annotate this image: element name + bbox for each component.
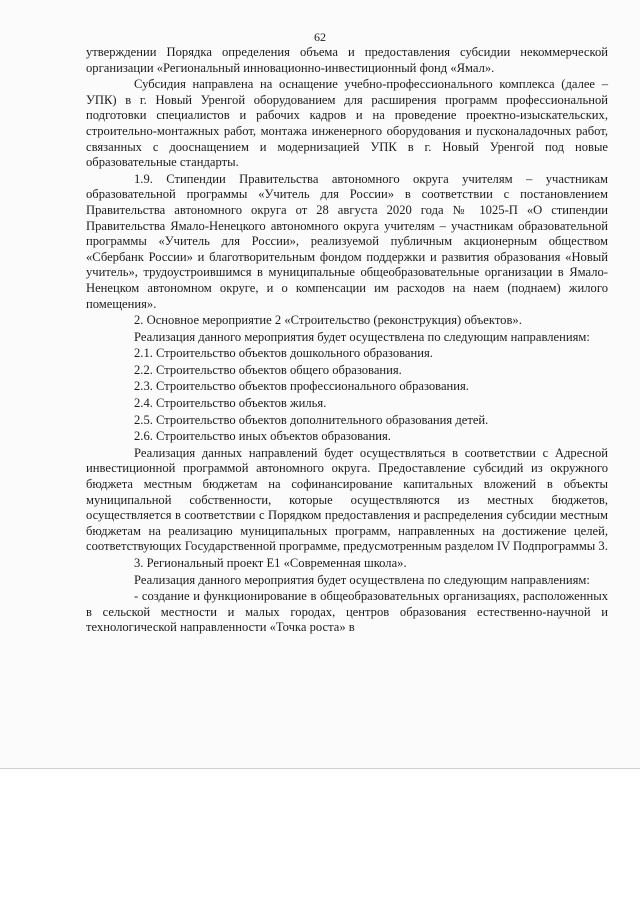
list-item-2-2: 2.2. Строительство объектов общего образования. <box>134 362 402 377</box>
list-item-2-5: 2.5. Строительство объектов дополнительного образования детей. <box>134 412 489 427</box>
paragraph-e1-directions-intro: Реализация данного мероприятия будет осуществлена по следующим направлениям: <box>134 572 590 587</box>
list-item-2-3: 2.3. Строительство объектов профессионального образования. <box>134 379 469 394</box>
paragraph-directions-intro: Реализация данного мероприятия будет осуществлена по следующим направлениям: <box>134 329 590 344</box>
paragraph-tochka-rosta: - создание и функционирование в общеобразовательных организациях, расположенных в сельской местности и малых городах, центров образования естественно-научной и технологической направленности «Точка роста» в <box>86 589 608 635</box>
paragraph-1-9-stipends: 1.9. Стипендии Правительства автономного округа учителям – участникам образовательной программы «Учитель для России» в соответствии с постановлением Правительства автономного округа от 28 августа 2020 года № 1025-П «О стипендии Правительства Ямало-Ненецкого автономного округа учителям – участникам образовательной программы «Учитель для России», реализуемой публичным акционерным обществом «Сбербанк России» и благотворительным фондом поддержки и развития образования «Новый учитель», трудоустроившимся в муниципальные общеобразовательные организации в Ямало-Ненецком автономном округе, и о компенсации им расходов на наем (поднаем) жилого помещения». <box>86 171 608 311</box>
document-body <box>86 45 608 636</box>
list-item-2-6: 2.6. Строительство иных объектов образования. <box>134 429 391 444</box>
paragraph-regional-project-e1: 3. Региональный проект Е1 «Современная школа». <box>134 556 407 570</box>
paragraph-continuation: утверждении Порядка определения объема и предоставления субсидии некоммерческой организации «Региональный инновационно-инвестиционный фонд «Ямал». <box>86 45 608 75</box>
paragraph-investment-program: Реализация данных направлений будет осуществляться в соответствии с Адресной инвестиционной программой автономного округа. Предоставление субсидий из окружного бюджета местным бюджетам на софинансирование капитальных вложений в объекты муниципальной собственности, которые осуществляются из местных бюджетов, осуществляется в соответствии с Порядком предоставления и распределения субсидии местным бюджетам на реализацию муниципальных программ, направленных на достижение целей, соответствующих Государственной программе, предусмотренным разделом IV Подпрограммы 3. <box>86 445 608 554</box>
page-number: 62 <box>314 30 326 44</box>
paragraph-main-activity-2: 2. Основное мероприятие 2 «Строительство (реконструкция) объектов». <box>134 313 522 328</box>
paragraph-subsidy-upk: Субсидия направлена на оснащение учебно-профессионального комплекса (далее – УПК) в г. Новый Уренгой оборудованием для расширения программ профессиональной подготовки специалистов и рабочих кадров и на проведение проектно-изыскательских, строительно-монтажных работ, монтажа инженерного оборудования и пусконаладочных работ, связанных с дооснащением и модернизацией УПК в г. Новый Уренгой под новые образовательные стандарты. <box>86 77 608 170</box>
list-item-2-4: 2.4. Строительство объектов жилья. <box>134 396 327 411</box>
list-item-2-1: 2.1. Строительство объектов дошкольного образования. <box>134 346 433 361</box>
